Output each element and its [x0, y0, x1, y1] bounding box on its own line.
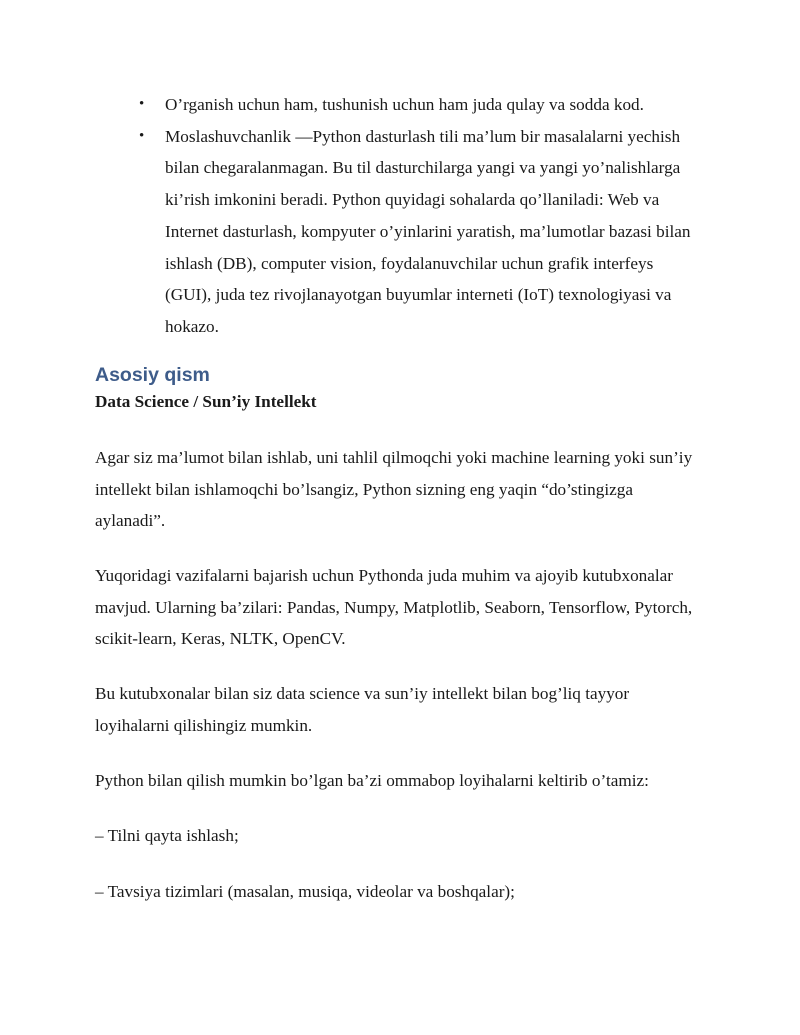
paragraph: Yuqoridagi vazifalarni bajarish uchun Pythonda juda muhim va ajoyib kutubxonalar mavjud. Ularning ba’zilari: Pandas, Numpy, Matplotlib, Seaborn, Tensorflow, Pytorch, scikit-learn, Keras, NLTK, OpenCV.: [95, 566, 693, 649]
paragraph: Python bilan qilish mumkin bo’lgan ba’zi ommabop loyihalarni keltirib o’tamiz:: [95, 771, 649, 790]
feature-bullet-list: [137, 89, 697, 343]
bullet-dot-icon: •: [139, 96, 145, 112]
list-line: – Tilni qayta ishlash;: [95, 826, 239, 845]
paragraph: Agar siz ma’lumot bilan ishlab, uni tahlil qilmoqchi yoki machine learning yoki sun’iy intellekt bilan ishlamoqchi bo’lsangiz, Python sizning eng yaqin “do’stingizga aylanadi”.: [95, 448, 693, 531]
list-line: – Tavsiya tizimlari (masalan, musiqa, videolar va boshqalar);: [95, 882, 515, 901]
bullet-item: [137, 121, 697, 343]
bullet-text: Moslashuvchanlik —Python dasturlash tili ma’lum bir masalalarni yechish bilan chegaralanmagan. Bu til dasturchilarga yangi va yangi yo’nalishlarga ki’rish imkonini beradi. Python quyidagi sohalarda qo’llaniladi: Web va Internet dasturlash, kompyuter o’yinlarini yaratish, ma’lumotlar bazasi bilan ishlash (DB), computer vision, foydalanuvchilar uchun grafik interfeys (GUI), juda tez rivojlanayotgan buyumlar interneti (IoT) texnologiyasi va hokazo.: [165, 126, 691, 336]
bullet-dot-icon: •: [139, 127, 145, 144]
paragraph: Bu kutubxonalar bilan siz data science va sun’iy intellekt bilan bog’liq tayyor loyihalarni qilishingiz mumkin.: [95, 684, 630, 735]
bullet-text: O’rganish uchun ham, tushunish uchun ham juda qulay va sodda kod.: [165, 95, 644, 114]
bullet-item: [137, 89, 697, 121]
section-heading: Asosiy qism: [95, 364, 210, 386]
subheading: Data Science / Sun’iy Intellekt: [95, 392, 317, 411]
